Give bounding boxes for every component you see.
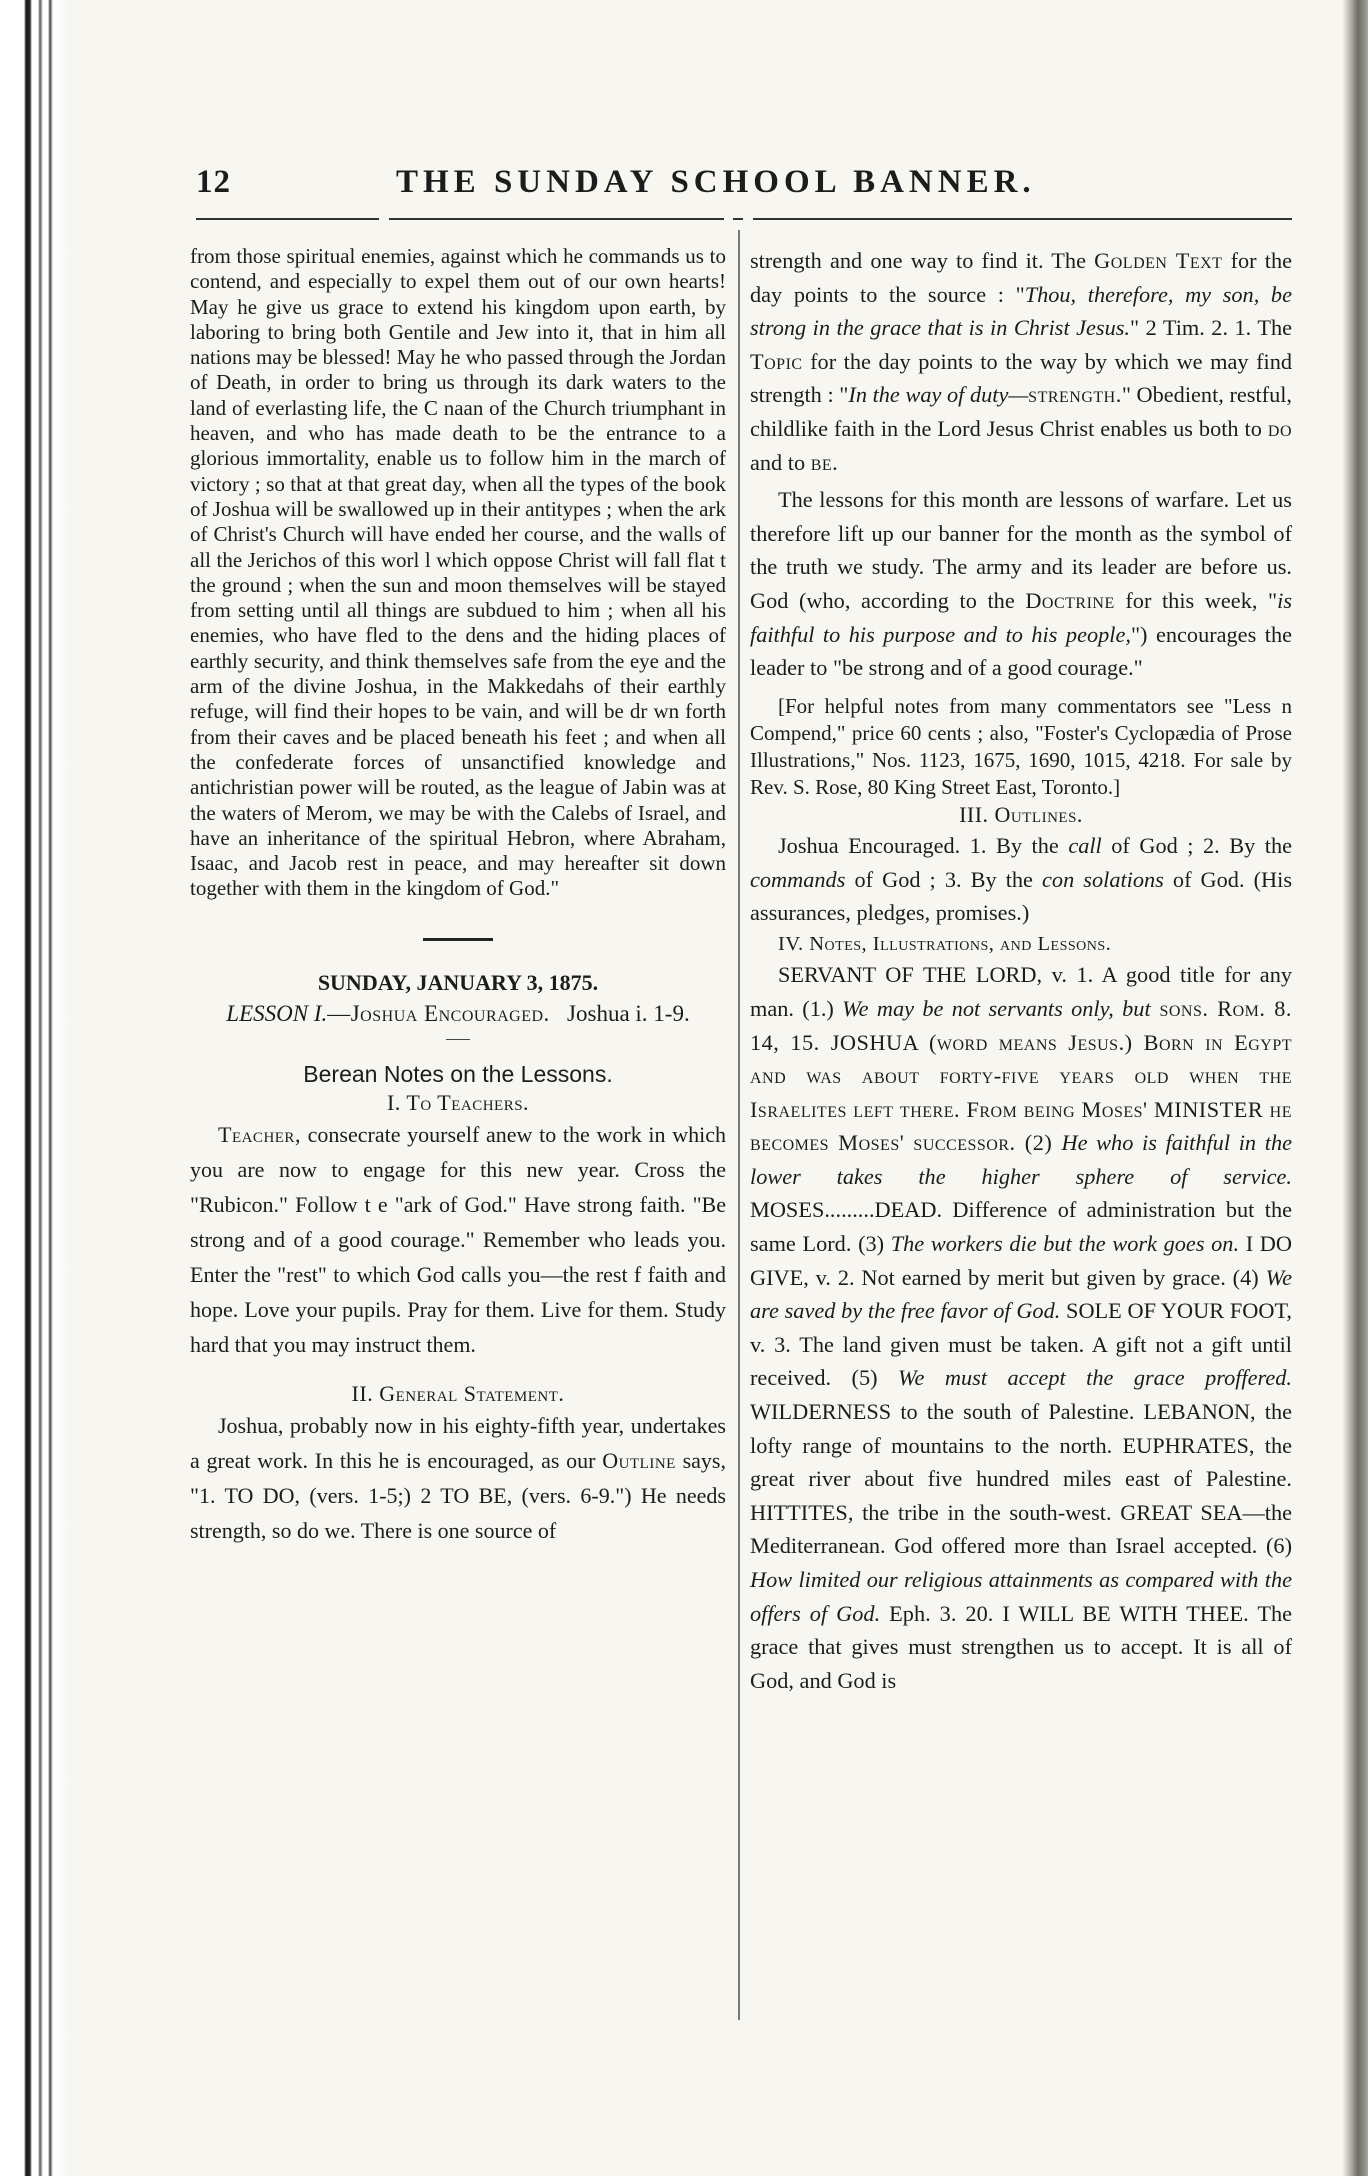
berean-notes-heading: Berean Notes on the Lessons. bbox=[303, 1061, 613, 1088]
text-run: Eph. 3. 20. I WILL BE WITH THEE. The grace that gives must strengthen us to accept. It is all of God, and God is bbox=[750, 1600, 1292, 1693]
text-run: for the day points to the source : " bbox=[750, 248, 1292, 307]
text-run: strength and one way to find it. The bbox=[750, 248, 1095, 273]
text-run: of God ; 3. By the bbox=[845, 866, 1043, 892]
text-run: of God. (His assurances, pledges, promises.) bbox=[750, 866, 1293, 926]
text-run: " 2 Tim. 2. 1. The bbox=[1130, 315, 1292, 341]
section-separator bbox=[423, 938, 493, 941]
closing-prayer-paragraph: from those spiritual enemies, against which he commands us to contend, and especially to expel them out of our own hearts! May he give us grace to extend his kingdom upon earth, by laboring to bring both Gentile and Jew into it, that in him all nations may be blessed! May he who passed through the Jordan of Death, in order to bring us through its dark waters to the land of everlasting life, the C naan of the Church triumphant in heaven, and who has made death to be the entrance to a glorious immortality, enable us to follow him in the march of victory ; so that at that great day, when all the types of the book of Joshua will be swallowed up in their antitypes ; when the ark of Christ's Church will have ended her course, and the walls of all the Jerichos of this worl l which oppose Christ will fall flat t the ground ; when the sun and moon themselves will be stayed from setting until all things are subdued to him ; when all his enemies, who have fled to the dens and the hiding places of earthly security, and think themselves safe from the eye and the arm of the divine Joshua, in the Makkedahs of their earthly refuge, will find their hopes to be vain, and will be dr wn forth from their caves and be placed beneath his feet ; and when all the confederate forces of unsanctified knowledge and antichristian power will be routed, as the league of Jabin was at the waters of Merom, we may be with the Calebs of Israel, and have an inheritance of the spiritual Hebron, where Abraham, Isaac, and Jacob rest in peace, and may hereafter sit down together with them in the kingdom of God." bbox=[190, 244, 726, 901]
italic-call: call bbox=[1068, 833, 1102, 859]
teachers-paragraph bbox=[190, 1117, 726, 1362]
lesson-heading bbox=[190, 997, 726, 1031]
strength-word: strength. bbox=[1028, 382, 1122, 408]
column-divider bbox=[738, 230, 740, 2020]
italic-lesson: The workers die but the work goes on. bbox=[890, 1231, 1240, 1257]
warfare-paragraph bbox=[750, 483, 1292, 685]
lesson-reference: Joshua i. 1-9. bbox=[567, 1001, 690, 1027]
italic-commands: commands bbox=[750, 866, 846, 892]
page-number: 12 bbox=[196, 164, 231, 200]
doctrine-term: Doctrine bbox=[1025, 587, 1115, 613]
page-header bbox=[196, 160, 1294, 208]
text-run: for the day points to the way by which we may find strength : " bbox=[750, 348, 1292, 408]
text-run: ") encourages the leader to "be strong and of a good courage." bbox=[750, 621, 1293, 681]
text-run: I DO GIVE, v. 2. Not earned by merit but given by grace. (4) bbox=[750, 1231, 1292, 1290]
general-text-a: Joshua, probably now in his eighty-fifth year, undertakes a great work. In this he is encouraged, as our bbox=[190, 1413, 726, 1474]
page-edge-shadow bbox=[1342, 0, 1368, 2176]
header-rule bbox=[196, 218, 1292, 224]
doctrine-quote: is faithful to his purpose and to his people, bbox=[750, 587, 1293, 647]
teacher-lead-word: Teacher, bbox=[218, 1121, 301, 1147]
golden-text-paragraph bbox=[750, 244, 1292, 479]
teachers-text: consecrate yourself anew to the work in which you are now to engage for this new year. Cross the "Rubicon." Follow t e "ark of God." Have strong faith. "Be strong and of a good courage." Remember who leads you. Enter the "rest" to which God calls you—the rest f faith and hope. Love your pupils. Pray for them. Live for them. Study hard that you may instruct them. bbox=[190, 1121, 726, 1357]
italic-lesson: He who is faithful in the lower takes the higher sphere of service. bbox=[750, 1130, 1292, 1189]
general-text-b: says, "1. TO DO, (vers. 1-5;) 2 TO BE, (vers. 6-9.") He needs strength, so do we. There is one source of bbox=[190, 1448, 726, 1544]
italic-lesson: How limited our religious attainments as compared with the offers of God. bbox=[750, 1567, 1292, 1626]
topic-term: Topic bbox=[750, 348, 803, 374]
golden-text-term: Golden Text bbox=[1094, 248, 1223, 273]
text-run: " Obedient, restful, childlike faith in the Lord Jesus Christ enables us both to bbox=[750, 382, 1293, 441]
notes-paragraph bbox=[750, 958, 1292, 1697]
text-run: SOLE OF YOUR FOOT, v. 3. The land given must be taken. A gift not a gift until received. (5) bbox=[750, 1298, 1292, 1391]
golden-text-quote: Thou, therefore, my son, be strong in the grace that is in Christ Jesus. bbox=[750, 281, 1292, 341]
text-run: sons. Rom. 8. 14, 15. JOSHUA (word means Jesus.) Born in Egypt and was about forty-five years old when the Israelites left there. From being Moses' MINISTER he becomes Moses' successor. (2) bbox=[750, 995, 1293, 1156]
outlines-paragraph bbox=[750, 829, 1292, 930]
bracketed-note: [For helpful notes from many commentators see "Less n Compend," price 60 cents ; also, "Foster's Cyclopædia of Prose Illustrations," Nos. 1123, 1675, 1690, 1015, 4218. For sale by Rev. S. Rose, 80 King Street East, Toronto.] bbox=[750, 693, 1292, 799]
text-run: SERVANT OF THE LORD, v. 1. A good title for any man. (1.) bbox=[750, 962, 1292, 1021]
text-run: The lessons for this month are lessons of warfare. Let us therefore lift up our banner for the month as the symbol of the truth we study. The army and its leader are before us. God (who, according to the bbox=[750, 487, 1292, 613]
lesson-title: —Joshua Encouraged. bbox=[327, 1001, 550, 1027]
left-column bbox=[190, 244, 726, 1548]
short-rule bbox=[446, 1039, 470, 1040]
running-title: THE SUNDAY SCHOOL BANNER. bbox=[396, 164, 1036, 200]
lesson-date-heading: SUNDAY, JANUARY 3, 1875. bbox=[317, 969, 599, 995]
do-word: do bbox=[1267, 415, 1292, 441]
book-binding-edge bbox=[0, 0, 70, 2176]
text-run: WILDERNESS to the south of Palestine. LEBANON, the lofty range of mountains to the north. EUPHRATES, the great river about five hundred miles east of Palestine. HITTITES, the tribe in the south-west. GREAT SEA—the Mediterranean. God offered more than Israel accepted. (6) bbox=[750, 1399, 1292, 1559]
lesson-label: LESSON I. bbox=[226, 1001, 328, 1027]
italic-lesson: We may be not servants only, but bbox=[842, 995, 1151, 1021]
right-column bbox=[750, 244, 1292, 1697]
text-run: MOSES.........DEAD. Difference of administration but the same Lord. (3) bbox=[750, 1197, 1292, 1257]
be-word: be. bbox=[810, 449, 839, 475]
outline-word: Outline bbox=[602, 1448, 676, 1474]
general-statement-paragraph bbox=[190, 1408, 726, 1548]
italic-lesson: We are saved by the free favor of God. bbox=[750, 1264, 1292, 1324]
italic-consolations: con solations bbox=[1042, 866, 1164, 892]
section-heading-general-statement: II. General Statement. bbox=[351, 1380, 565, 1406]
section-heading-teachers: I. To Teachers. bbox=[386, 1089, 530, 1115]
text-run: Joshua Encouraged. 1. By the bbox=[778, 833, 1069, 859]
text-run: for this week, " bbox=[1114, 587, 1278, 613]
text-run: and to bbox=[750, 449, 811, 475]
section-heading-outlines: III. Outlines. bbox=[959, 801, 1083, 827]
italic-lesson: We must accept the grace proffered. bbox=[898, 1365, 1292, 1391]
section-heading-notes: IV. Notes, Illustrations, and Lessons. bbox=[778, 932, 1112, 955]
topic-quote: In the way of duty— bbox=[848, 382, 1029, 408]
text-run: of God ; 2. By the bbox=[1101, 833, 1292, 859]
